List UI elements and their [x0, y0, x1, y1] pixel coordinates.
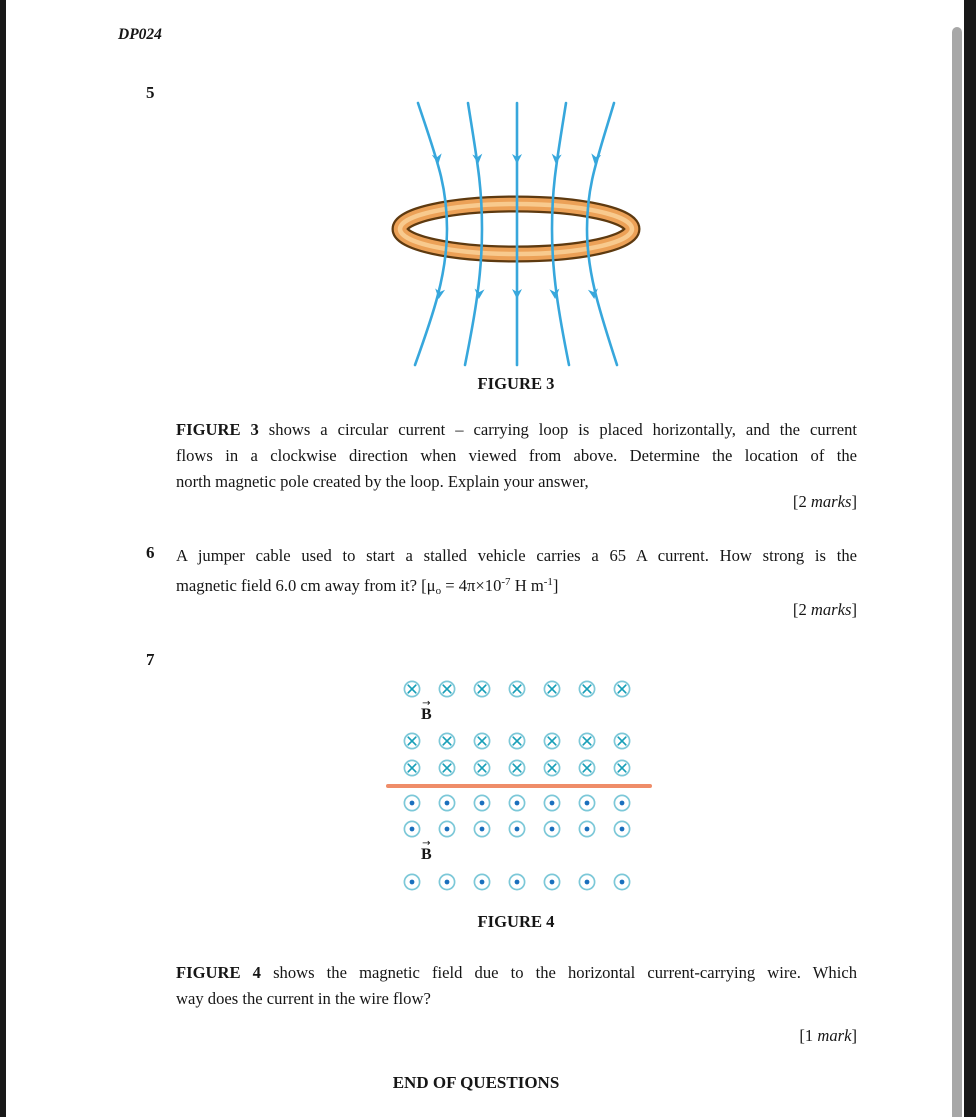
- field-into-page-icon: [613, 680, 631, 698]
- field-into-page-icon: [438, 732, 456, 750]
- field-out-of-page-icon: [473, 820, 491, 838]
- field-out-of-page-icon: [543, 794, 561, 812]
- question5-number: 5: [146, 83, 155, 102]
- figure4: [385, 675, 652, 937]
- field-into-page-icon: [438, 759, 456, 777]
- field-out-of-page-icon: [438, 820, 456, 838]
- field-out-of-page-icon: [438, 873, 456, 891]
- field-out-of-page-icon: [403, 794, 421, 812]
- field-out-of-page-row: [403, 794, 631, 812]
- field-into-page-icon: [403, 680, 421, 698]
- page-right-border: [964, 0, 976, 1117]
- field-into-page-icon: [473, 680, 491, 698]
- figure3-loop-field-diagram: [385, 100, 647, 368]
- question6-text: [176, 543, 857, 604]
- field-out-of-page-icon: [473, 794, 491, 812]
- field-out-of-page-icon: [543, 873, 561, 891]
- question5-line1: FIGURE 3 shows a circular current – carrying loop is placed horizontally, and the current: [176, 420, 858, 439]
- field-into-page-icon: [473, 732, 491, 750]
- field-out-of-page-row: [403, 873, 631, 891]
- mu-formula: [$\mu_o = 4\pi\times 10^{-7}$ H $m^{-1}$]: [421, 576, 559, 597]
- question7-line2: way does the current in the wire flow?: [176, 989, 431, 1008]
- field-into-page-icon: [578, 759, 596, 777]
- field-into-page-icon: [543, 732, 561, 750]
- figure3-caption: FIGURE 3: [477, 374, 555, 393]
- field-out-of-page-icon: [578, 794, 596, 812]
- question6-number: 6: [146, 543, 155, 562]
- field-out-of-page-icon: [578, 820, 596, 838]
- field-into-page-icon: [438, 680, 456, 698]
- current-carrying-wire: [386, 784, 652, 788]
- end-of-questions: END OF QUESTIONS: [392, 1073, 560, 1092]
- field-into-page-row: [403, 759, 631, 777]
- field-into-page-icon: [613, 732, 631, 750]
- field-into-page-icon: [508, 759, 526, 777]
- figure3-reference: FIGURE 3: [176, 420, 259, 439]
- field-into-page-row: [403, 732, 631, 750]
- vector-arrow-icon: →: [422, 838, 431, 849]
- field-out-of-page-icon: [613, 820, 631, 838]
- question6-marks: [2 marks]: [792, 600, 857, 619]
- question7-line1: FIGURE 4 shows the magnetic field due to the horizontal current-carrying wire. Which: [176, 963, 857, 982]
- magnetic-field-lines: [415, 103, 617, 365]
- field-out-of-page-icon: [403, 820, 421, 838]
- field-into-page-icon: [578, 680, 596, 698]
- question6-line1: A jumper cable used to start a stalled vehicle carries a 65 A current. How strong is the: [176, 546, 857, 565]
- field-into-page-icon: [543, 680, 561, 698]
- field-into-page-icon: [403, 732, 421, 750]
- field-out-of-page-icon: [613, 873, 631, 891]
- figure4-caption: FIGURE 4: [477, 912, 555, 931]
- question7-marks: [1 mark]: [799, 1026, 857, 1045]
- field-out-of-page-icon: [508, 873, 526, 891]
- question5-line3: north magnetic pole created by the loop. Explain your answer,: [176, 472, 589, 491]
- scrollbar-thumb[interactable]: [952, 27, 962, 1117]
- field-into-page-icon: [403, 759, 421, 777]
- question5-marks: [2 marks]: [792, 492, 857, 511]
- field-out-of-page-icon: [508, 794, 526, 812]
- field-out-of-page-icon: [543, 820, 561, 838]
- field-out-of-page-icon: [578, 873, 596, 891]
- vector-arrow-icon: →: [422, 698, 431, 709]
- page-left-border: [0, 0, 6, 1117]
- field-out-of-page-icon: [613, 794, 631, 812]
- question7-number: 7: [146, 650, 155, 669]
- field-out-of-page-icon: [403, 873, 421, 891]
- field-out-of-page-icon: [438, 794, 456, 812]
- field-into-page-row: [403, 680, 631, 698]
- question7-text: [176, 960, 857, 1012]
- question5-text: [176, 417, 857, 495]
- b-field-label-top: → B: [421, 698, 432, 723]
- field-into-page-icon: [508, 680, 526, 698]
- field-into-page-icon: [543, 759, 561, 777]
- field-into-page-icon: [613, 759, 631, 777]
- field-out-of-page-icon: [473, 873, 491, 891]
- question6-line2: magnetic field 6.0 cm away from it? [$\mu_o = 4\pi\times 10^{-7}$ H $m^{-1}$]: [176, 576, 559, 597]
- figure3: [385, 100, 647, 394]
- b-field-label-bottom: → B: [421, 838, 432, 863]
- document-code: DP024: [118, 26, 162, 43]
- question5-line2: flows in a clockwise direction when viewed from above. Determine the location of the: [176, 446, 857, 465]
- field-into-page-icon: [578, 732, 596, 750]
- field-out-of-page-row: [403, 820, 631, 838]
- field-out-of-page-icon: [508, 820, 526, 838]
- field-into-page-icon: [473, 759, 491, 777]
- figure4-reference: FIGURE 4: [176, 963, 261, 982]
- field-into-page-icon: [508, 732, 526, 750]
